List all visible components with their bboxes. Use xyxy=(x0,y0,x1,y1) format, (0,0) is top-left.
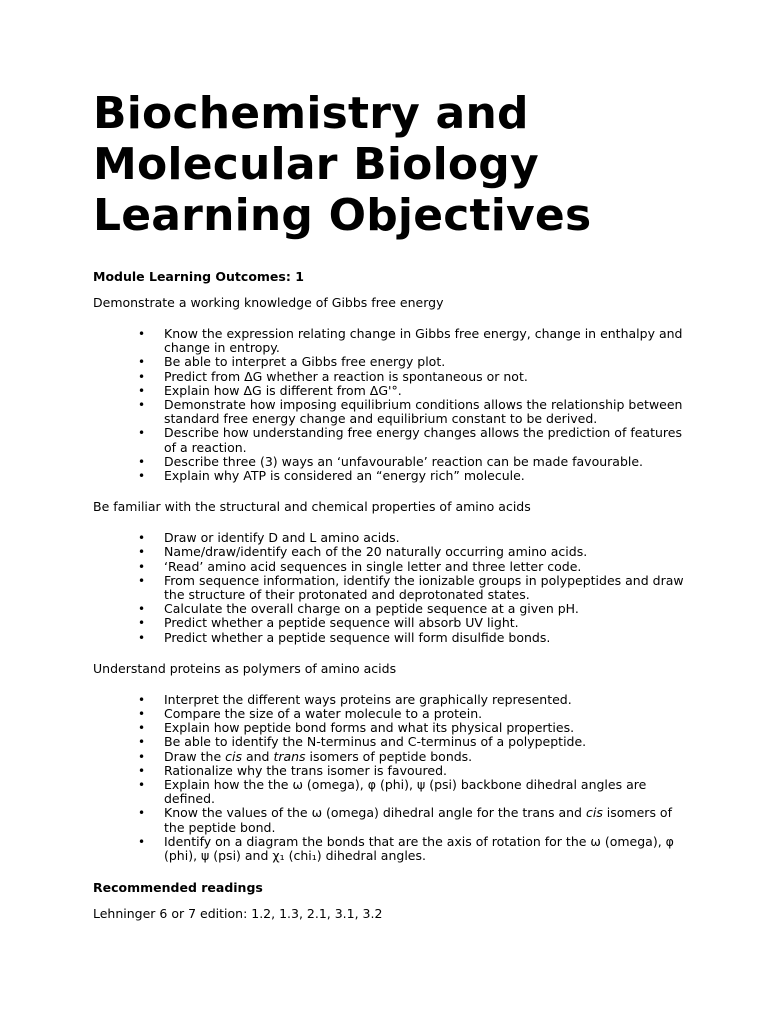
list-item: • Identify on a diagram the bonds that are the axis of rotation for the ω (omega), φ (phi), ψ (psi) and χ₁ (chi₁) dihedral angles. xyxy=(138,833,674,864)
bullet: • xyxy=(138,383,146,398)
list-item: • Know the values of the ω (omega) dihedral angle for the trans and cis isomers of the peptide bond. xyxy=(138,805,672,835)
bullet: • xyxy=(138,469,146,484)
bullet: • xyxy=(138,559,146,574)
bullet: • xyxy=(138,707,146,722)
bullet: • xyxy=(138,369,146,384)
readings-text: Lehninger 6 or 7 edition: 1.2, 1.3, 2.1, 3.1, 3.2 xyxy=(93,906,383,922)
list-item: • Explain how peptide bond forms and what its physical properties. xyxy=(138,720,575,736)
list-item: • From sequence information, identify the ionizable groups in polypeptides and draw the structure of their protonated and deprotonated states. xyxy=(138,572,684,603)
list-item: • Name/draw/identify each of the 20 naturally occurring amino acids. xyxy=(138,544,588,560)
list-item: • Know the expression relating change in Gibbs free energy, change in enthalpy and change in entropy. xyxy=(138,326,683,356)
gibbs-objectives-list xyxy=(93,327,693,483)
bullet: • xyxy=(138,602,146,617)
document-page xyxy=(93,88,693,922)
list-item: • Predict whether a peptide sequence will form disulfide bonds. xyxy=(138,629,551,645)
list-item: • Be able to interpret a Gibbs free energy plot. xyxy=(138,354,446,370)
bullet: • xyxy=(138,398,146,413)
bullet: • xyxy=(138,454,146,469)
bullet: • xyxy=(138,573,146,588)
bullet: • xyxy=(138,327,146,341)
list-item: • Explain how the the ω (omega), φ (phi), ψ (psi) backbone dihedral angles are defined. xyxy=(138,777,647,807)
list-item: • Be able to identify the N-terminus and C-terminus of a polypeptide. xyxy=(138,734,587,750)
section-intro-gibbs: Demonstrate a working knowledge of Gibbs free energy xyxy=(93,295,444,310)
bullet: • xyxy=(138,721,146,736)
list-item: • Draw or identify D and L amino acids. xyxy=(138,530,400,546)
bullet: • xyxy=(138,735,146,750)
title-line-1: Biochemistry and xyxy=(93,88,529,139)
bullet: • xyxy=(138,630,146,645)
protein-objectives-list xyxy=(93,693,693,863)
list-item: • Draw the cis and trans isomers of peptide bonds. xyxy=(138,748,473,764)
bullet: • xyxy=(138,834,146,849)
italic-cis: cis xyxy=(585,805,603,821)
bullet: • xyxy=(138,616,146,631)
bullet: • xyxy=(138,749,146,764)
list-item: • Describe how understanding free energy changes allows the prediction of features of a reaction. xyxy=(138,425,682,455)
section-intro-proteins: Understand proteins as polymers of amino acids xyxy=(93,660,397,676)
italic-cis: cis xyxy=(225,748,242,764)
list-item: • Demonstrate how imposing equilibrium conditions allows the relationship between standard free energy change and equilibrium constant to be derived. xyxy=(138,397,683,427)
list-item: • Calculate the overall charge on a peptide sequence at a given pH. xyxy=(138,601,579,617)
bullet: • xyxy=(138,426,146,441)
bullet: • xyxy=(138,806,146,821)
list-item: • Rationalize why the trans isomer is favoured. xyxy=(138,762,448,778)
list-item: • Predict from ΔG whether a reaction is spontaneous or not. xyxy=(138,368,528,384)
module-heading: Module Learning Outcomes: 1 xyxy=(93,269,304,284)
bullet: • xyxy=(138,531,146,546)
list-item: • Explain why ATP is considered an “energy rich” molecule. xyxy=(138,468,525,484)
list-item: • Predict whether a peptide sequence will absorb UV light. xyxy=(138,615,519,631)
list-item: • Compare the size of a water molecule to a protein. xyxy=(138,706,483,722)
italic-trans: trans xyxy=(273,748,306,764)
list-item: • Explain how ΔG is different from ΔG'°. xyxy=(138,382,402,398)
list-item: • ‘Read’ amino acid sequences in single letter and three letter code. xyxy=(138,558,582,574)
list-item: • Describe three (3) ways an ‘unfavourable’ reaction can be made favourable. xyxy=(138,453,644,469)
bullet: • xyxy=(138,763,146,778)
bullet: • xyxy=(138,692,146,707)
title-line-2: Molecular Biology xyxy=(93,139,539,190)
readings-heading: Recommended readings xyxy=(93,880,263,896)
page-title xyxy=(93,88,693,241)
bullet: • xyxy=(138,355,146,370)
bullet: • xyxy=(138,778,146,793)
amino-acid-objectives-list xyxy=(93,531,693,645)
bullet: • xyxy=(138,545,146,560)
list-item: • Interpret the different ways proteins are graphically represented. xyxy=(138,691,572,707)
title-line-3: Learning Objectives xyxy=(93,190,592,241)
section-intro-amino-acids: Be familiar with the structural and chemical properties of amino acids xyxy=(93,499,531,515)
